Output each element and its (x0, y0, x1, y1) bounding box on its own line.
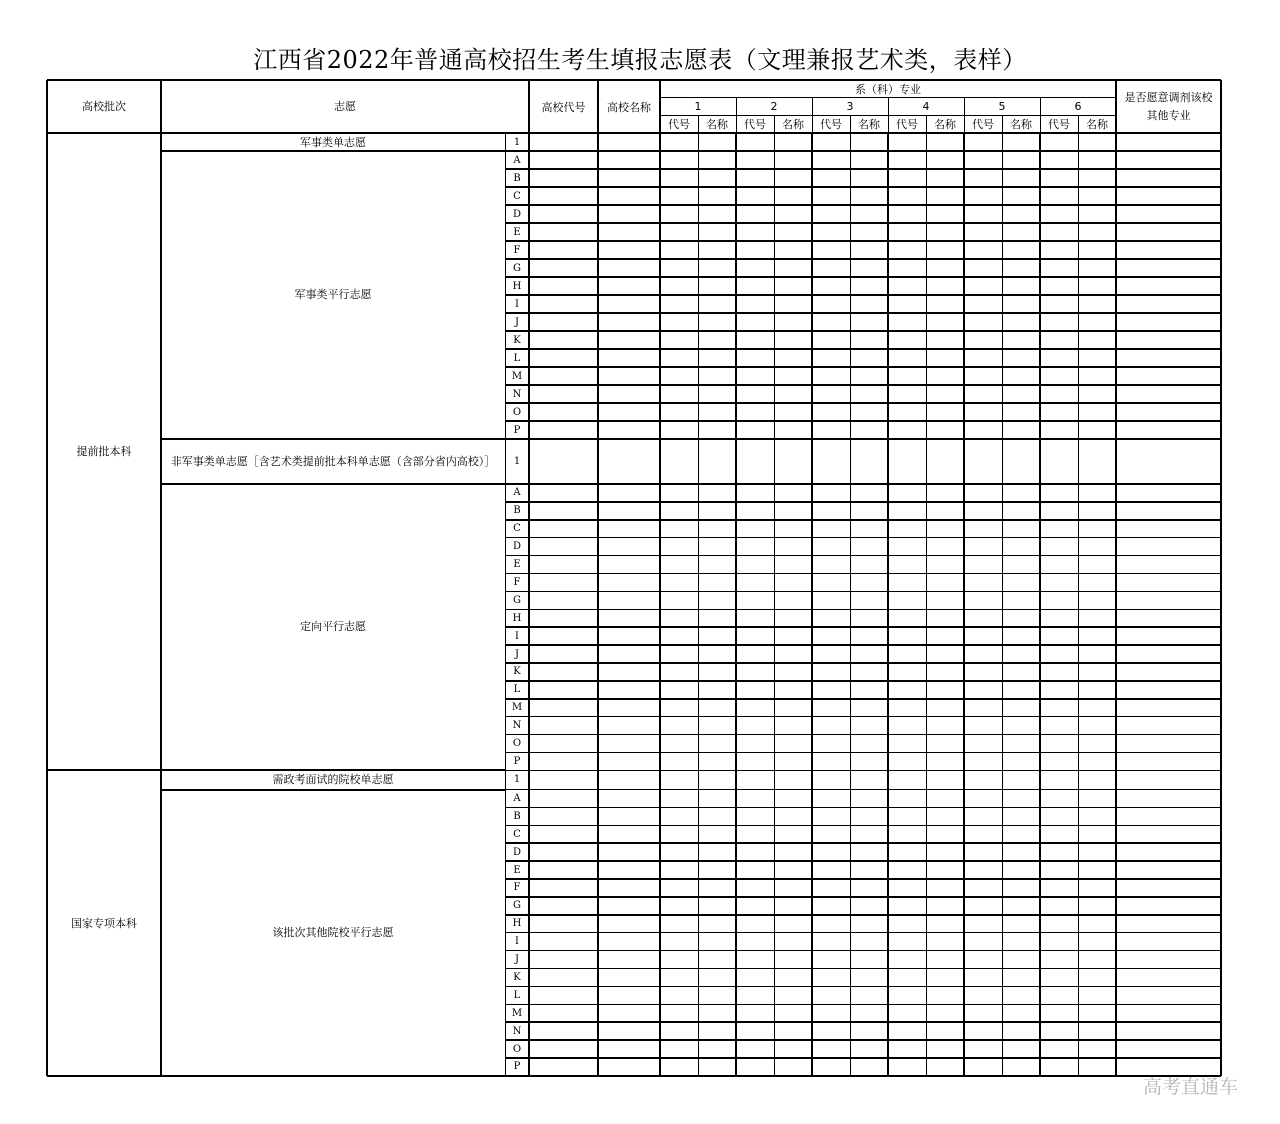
grid-line (505, 573, 1221, 575)
choice-letter: F (513, 576, 521, 588)
header-major-name: 名称 (934, 117, 956, 131)
grid-line (736, 97, 737, 133)
grid-line (505, 734, 1221, 736)
choice-letter: F (513, 244, 521, 256)
grid-line (1220, 80, 1222, 1076)
form-title: 江西省2022年普通高校招生考生填报志愿表（文理兼报艺术类，表样） (253, 46, 1027, 74)
choice-letter: I (515, 630, 519, 642)
choice-letter: E (513, 226, 521, 238)
choice-letter: O (512, 406, 522, 418)
choice-letter: D (512, 208, 522, 220)
choice-letter: H (512, 280, 522, 292)
grid-line (926, 115, 927, 133)
header-major-number: 6 (1074, 99, 1082, 113)
grid-line (1002, 133, 1003, 1076)
grid-line (505, 770, 1221, 772)
choice-letter: A (513, 154, 521, 166)
grid-line (505, 842, 1221, 844)
header-major-name: 名称 (706, 117, 728, 131)
section-label: 定向平行志愿 (300, 620, 366, 634)
header-major-group: 系（科）专业 (855, 82, 921, 96)
header-major-name: 名称 (1010, 117, 1032, 131)
grid-line (735, 133, 737, 1076)
header-batch: 高校批次 (82, 100, 126, 113)
header-major-number: 2 (770, 99, 778, 113)
grid-line (505, 483, 1221, 485)
grid-line (505, 716, 1221, 718)
choice-letter: C (513, 828, 521, 840)
choice-letter: M (511, 1007, 523, 1019)
section-label: 军事类平行志愿 (294, 288, 372, 301)
header-major-code: 代号 (896, 117, 918, 131)
choice-letter: 1 (513, 456, 521, 467)
header-adjust: 是否愿意调剂该校其他专业 (1124, 90, 1213, 122)
grid-line (505, 537, 1221, 539)
choice-letter: B (513, 810, 521, 822)
grid-line (505, 133, 506, 1076)
section-label: 非军事类单志愿［含艺术类提前批本科单志愿（含部分省内高校）］ (170, 454, 496, 468)
grid-line (161, 438, 505, 440)
grid-line (505, 501, 1221, 503)
batch-label: 国家专项本科 (71, 916, 137, 930)
choice-letter: I (515, 936, 519, 948)
section-label: 需政考面试的院校单志愿 (272, 773, 394, 787)
choice-letter: O (512, 1043, 522, 1055)
grid-line (505, 662, 1221, 664)
grid-line (505, 1004, 1221, 1006)
header-major-number: 5 (998, 99, 1006, 113)
grid-line (505, 789, 1221, 791)
header-major-code: 代号 (820, 117, 842, 131)
choice-letter: L (513, 684, 521, 696)
grid-line (812, 97, 813, 133)
choice-letter: 1 (513, 136, 521, 148)
choice-letter: F (513, 882, 521, 894)
header-major-name: 名称 (1086, 117, 1108, 131)
grid-line (505, 258, 1221, 260)
choice-letter: M (511, 370, 523, 382)
grid-line (505, 878, 1221, 880)
choice-letter: G (513, 594, 521, 606)
grid-line (505, 896, 1221, 898)
grid-line (505, 204, 1221, 206)
header-major-name: 名称 (858, 117, 880, 131)
grid-line (505, 591, 1221, 593)
choice-letter: N (512, 388, 522, 400)
batch-label: 提前批本科 (76, 445, 132, 459)
choice-letter: G (513, 262, 521, 274)
choice-letter: D (512, 846, 522, 858)
choice-letter: P (513, 755, 521, 767)
grid-line (47, 79, 1221, 81)
grid-line (1039, 133, 1041, 1076)
grid-line (850, 133, 851, 1076)
grid-line (505, 752, 1221, 754)
grid-line (1078, 115, 1079, 133)
grid-line (505, 312, 1221, 314)
choice-letter: J (514, 954, 519, 966)
choice-letter: B (513, 172, 521, 184)
choice-letter: K (513, 666, 521, 678)
grid-line (505, 186, 1221, 188)
choice-letter: K (513, 334, 521, 346)
choice-letter: L (513, 352, 521, 364)
choice-letter: K (513, 971, 521, 983)
choice-letter: J (514, 316, 519, 328)
grid-line (160, 80, 162, 1076)
grid-line (505, 420, 1221, 422)
grid-line (505, 555, 1221, 557)
choice-letter: A (513, 487, 521, 499)
choice-letter: C (513, 523, 521, 535)
section-label: 该批次其他院校平行志愿 (272, 925, 394, 939)
grid-line (505, 384, 1221, 386)
grid-line (161, 1075, 505, 1077)
grid-line (505, 968, 1221, 970)
grid-line (505, 1021, 1221, 1023)
header-major-number: 4 (922, 99, 930, 113)
grid-line (161, 789, 505, 791)
choice-letter: N (512, 720, 522, 732)
choice-letter: O (512, 738, 522, 750)
watermark: 高考直通车 (1143, 1076, 1239, 1098)
grid-line (1040, 97, 1041, 133)
grid-line (505, 294, 1221, 296)
grid-line (505, 1057, 1221, 1059)
grid-line (505, 150, 1221, 152)
grid-line (505, 986, 1221, 988)
grid-line (505, 222, 1221, 224)
grid-line (505, 519, 1221, 521)
grid-line (505, 366, 1221, 368)
grid-line (161, 483, 505, 485)
choice-letter: C (513, 190, 521, 202)
header-major-code: 代号 (972, 117, 994, 131)
choice-letter: A (513, 792, 521, 804)
choice-letter: H (512, 918, 522, 930)
choice-letter: D (512, 541, 522, 553)
choice-letter: P (513, 1061, 521, 1073)
header-major-code: 代号 (744, 117, 766, 131)
grid-line (1115, 80, 1117, 1076)
header-major-number: 3 (846, 99, 854, 113)
header-choice: 志愿 (334, 100, 356, 113)
header-school-name: 高校名称 (607, 101, 651, 114)
choice-letter: J (514, 648, 519, 660)
grid-line (505, 402, 1221, 404)
grid-line (597, 80, 599, 1076)
grid-line (811, 133, 813, 1076)
choice-letter: P (513, 424, 521, 436)
header-major-number: 1 (694, 99, 702, 113)
grid-line (888, 97, 889, 133)
choice-letter: N (512, 1025, 522, 1037)
choice-letter: H (512, 612, 522, 624)
grid-line (505, 240, 1221, 242)
choice-letter: E (513, 559, 521, 571)
grid-line (161, 132, 505, 134)
grid-line (774, 133, 775, 1076)
choice-letter: I (515, 298, 519, 310)
choice-letter: B (513, 505, 521, 517)
choice-letter: E (513, 864, 521, 876)
grid-line (505, 860, 1221, 862)
grid-line (850, 115, 851, 133)
grid-line (698, 115, 699, 133)
header-major-name: 名称 (782, 117, 804, 131)
grid-line (887, 133, 889, 1076)
grid-line (528, 80, 530, 1076)
choice-letter: G (513, 900, 521, 912)
header-school-code: 高校代号 (541, 101, 586, 114)
grid-line (505, 825, 1221, 827)
grid-line (1002, 115, 1003, 133)
choice-letter: 1 (513, 774, 521, 786)
grid-line (505, 644, 1221, 646)
grid-line (505, 626, 1221, 628)
choice-letter: M (511, 702, 523, 714)
grid-line (505, 330, 1221, 332)
grid-line (926, 133, 927, 1076)
grid-line (963, 133, 965, 1076)
choice-letter: L (513, 989, 521, 1001)
grid-line (161, 150, 505, 152)
grid-line (505, 680, 1221, 682)
grid-line (505, 609, 1221, 611)
grid-line (47, 769, 161, 771)
grid-line (505, 932, 1221, 934)
header-major-code: 代号 (1048, 117, 1070, 131)
grid-line (774, 115, 775, 133)
grid-line (505, 438, 1221, 440)
header-major-code: 代号 (668, 117, 690, 131)
grid-line (505, 914, 1221, 916)
grid-line (698, 133, 699, 1076)
grid-line (505, 348, 1221, 350)
grid-line (46, 80, 48, 1076)
grid-line (505, 698, 1221, 700)
grid-line (505, 276, 1221, 278)
grid-line (161, 769, 505, 771)
grid-line (505, 168, 1221, 170)
grid-line (964, 97, 965, 133)
grid-line (505, 807, 1221, 809)
grid-line (505, 950, 1221, 952)
section-label: 军事类单志愿 (300, 135, 366, 149)
grid-line (659, 80, 661, 1076)
grid-line (505, 1039, 1221, 1041)
grid-line (1078, 133, 1079, 1076)
